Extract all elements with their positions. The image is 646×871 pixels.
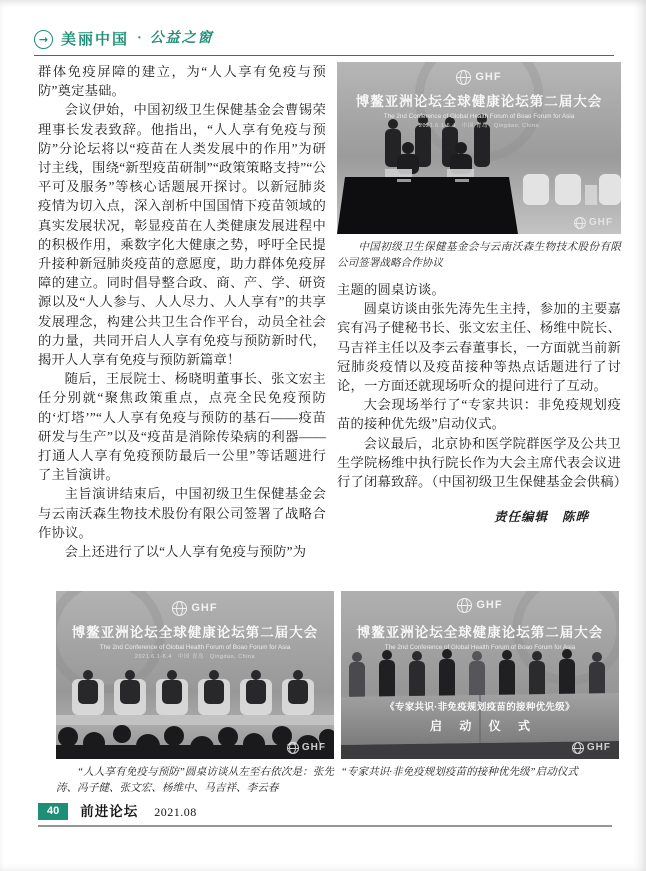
body-paragraph: 主旨演讲结束后，中国初级卫生保健基金会与云南沃森生物技术股份有限公司签署了战略合作协议。 xyxy=(38,486,326,540)
globe-icon xyxy=(287,742,299,754)
body-paragraph: 主题的圆桌访谈。 xyxy=(337,282,445,297)
conference-title-en: The 2nd Conference of Global Health Forum of Boao Forum for Asia xyxy=(99,644,291,651)
editor-label: 责任编辑 xyxy=(493,510,548,525)
body-paragraph: 群体免疫屏障的建立，为“人人享有免疫与预防”奠定基础。 xyxy=(38,64,326,99)
page-footer xyxy=(38,803,612,827)
globe-icon xyxy=(172,601,187,616)
photo-roundtable xyxy=(56,591,334,759)
photo-launch-scene xyxy=(341,591,619,759)
photo-roundtable-scene xyxy=(56,591,334,759)
figure-roundtable xyxy=(56,591,334,796)
header-brand: 美丽中国 xyxy=(61,30,130,48)
ghf-logo: GHF xyxy=(337,70,621,85)
editor-name: 陈晔 xyxy=(561,510,589,525)
arrow-circle-icon: → xyxy=(34,30,53,49)
text-column-left xyxy=(38,62,326,561)
photo-signing-ceremony xyxy=(337,62,621,234)
conference-title-en: The 2nd Conference of Global Health Forum of Boao Forum for Asia xyxy=(384,644,576,651)
photo-launch-ceremony xyxy=(341,591,619,759)
body-paragraph: 会议最后，北京协和医学院群医学及公共卫生学院杨维中执行院长作为大会主席代表会议进行了闭幕致辞。（中国初级卫生保健基金会供稿） xyxy=(337,435,628,490)
body-paragraph: 大会现场举行了“专家共识：非免疫规划疫苗的接种优先级”启动仪式。 xyxy=(337,397,621,432)
page-header xyxy=(34,27,614,56)
page-number: 40 xyxy=(38,803,68,820)
bottom-photo-strip xyxy=(56,591,619,796)
text-column-right xyxy=(337,62,628,525)
figure-launch xyxy=(341,591,619,796)
ghf-logo-corner: GHF xyxy=(574,217,613,229)
ghf-logo-corner: GHF xyxy=(287,742,326,754)
issue-date: 2021.08 xyxy=(154,804,197,819)
globe-icon xyxy=(456,70,471,85)
globe-icon xyxy=(572,742,584,754)
globe-icon xyxy=(457,598,472,613)
ghf-logo: GHF xyxy=(341,598,619,613)
header-section: 公益之窗 xyxy=(149,31,214,46)
editor-credit xyxy=(337,507,621,525)
conference-title-cn: 博鳌亚洲论坛全球健康论坛第二届大会 xyxy=(71,625,319,640)
body-paragraph: 会议伊始，中国初级卫生保健基金会曹锡荣理事长发表致辞。他指出，“人人享有免疫与预防”分论坛将以“疫苗在人类发展中的作用”为研讨主线，围绕“新型疫苗研制”“政策策略支持”“公平可及服务”等核心话题展开探讨。以新冠肺炎疫情为切入点，深入剖析中国国情下疫苗领域的真实发展状况，彰显疫苗在人类健康发展进程中的积极作用，乘数字化大健康之势，呼吁全民提升接种新冠肺炎疫苗的意愿度，助力群体免疫屏障的建立。同时倡导整合政、商、产、学、研资源以及“人人参与、人人尽力、人人享有”的共享发展理念，构建公共卫生合作平台，动员全社会的力量，共同开启人人享有免疫与预防新时代，揭开人人享有免疫与预防新篇章！ xyxy=(38,102,326,368)
conference-date: 2021.6.1-6.4 中国 青岛 Qingdao, China xyxy=(134,654,256,660)
photo-caption-launch: “专家共识·非免疫规划疫苗的接种优先级”启动仪式 xyxy=(341,767,578,778)
header-separator: · xyxy=(137,31,142,46)
journal-name: 前进论坛 xyxy=(80,803,139,819)
globe-icon xyxy=(574,217,586,229)
launch-banner-line1: 《专家共识·非免疫规划疫苗的接种优先级》 xyxy=(385,702,575,713)
ghf-logo-corner: GHF xyxy=(572,742,611,754)
conference-date: 2021.6.1-6.4 中国 青岛 Qingdao, China xyxy=(418,123,540,129)
body-paragraph: 圆桌访谈由张先涛先生主持，参加的主要嘉宾有冯子健秘书长、张文宏主任、杨维中院长、马吉祥主任以及李云春董事长，一方面就当前新冠肺炎疫情以及疫苗接种等热点话题进行了讨论，一方面还就现场听众的提问进行了互动。 xyxy=(337,301,621,394)
conference-title-cn: 博鳌亚洲论坛全球健康论坛第二届大会 xyxy=(355,94,603,109)
body-paragraph: 随后，王辰院士、杨晓明董事长、张文宏主任分别就“聚焦政策重点，点亮全民免疫预防的‘灯塔’”“人人享有免疫与预防的基石——疫苗研发与生产”以及“疫苗是消除传染病的利器——打通人人享有免疫预防最后一公里”等话题进行了主旨演讲。 xyxy=(38,371,326,483)
photo-signing-scene xyxy=(337,62,621,234)
ghf-logo: GHF xyxy=(56,601,334,616)
photo-caption-roundtable: “人人享有免疫与预防”圆桌访谈从左至右依次是：张先涛、冯子健、张文宏、杨维中、马吉祥、李云春 xyxy=(56,767,334,794)
body-paragraph: 会上还进行了以“人人享有免疫与预防”为 xyxy=(64,544,307,560)
conference-title-cn: 博鳌亚洲论坛全球健康论坛第二届大会 xyxy=(356,625,604,640)
launch-banner-line2: 启 动 仪 式 xyxy=(429,719,537,733)
photo-caption-signing: 中国初级卫生保健基金会与云南沃森生物技术股份有限公司签署战略合作协议 xyxy=(337,242,621,269)
conference-title-en: The 2nd Conference of Global Health Forum of Boao Forum for Asia xyxy=(383,113,575,120)
